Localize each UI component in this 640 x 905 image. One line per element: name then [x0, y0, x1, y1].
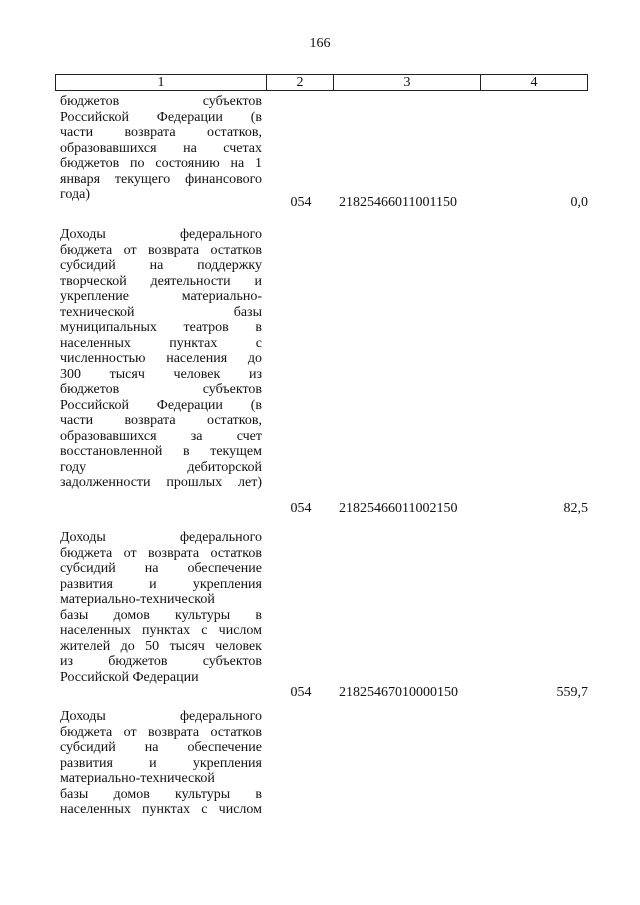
description-line: Доходы федерального	[60, 530, 262, 545]
admin-code: 054	[290, 195, 312, 210]
description-line: муниципальных театров в	[60, 320, 262, 335]
budget-classification-code: 21825466011001150	[339, 195, 457, 210]
amount-value: 0,0	[570, 195, 588, 210]
amount-value: 559,7	[556, 685, 588, 700]
budget-classification-code: 21825466011002150	[339, 501, 458, 516]
description-line: из бюджетов субъектов	[60, 654, 262, 669]
row-description	[60, 94, 262, 203]
row-description	[60, 709, 262, 818]
description-line: развития и укрепления	[60, 576, 262, 592]
description-line: образовавшихся на счетах	[60, 140, 262, 156]
description-line: бюджетов субъектов	[60, 94, 262, 109]
budget-classification-code: 21825467010000150	[339, 685, 458, 700]
description-line: базы домов культуры в	[60, 786, 262, 802]
description-line: технической базы	[60, 304, 262, 320]
description-line: творческой деятельности и	[60, 273, 262, 289]
column-header-2: 2	[267, 75, 334, 90]
admin-code: 054	[290, 685, 312, 700]
description-line: жителей до 50 тысяч человек	[60, 638, 262, 654]
admin-code: 054	[290, 501, 312, 516]
description-line: Российской Федерации	[60, 669, 199, 685]
column-header-1: 1	[56, 75, 267, 90]
row-description	[60, 227, 262, 491]
column-header-3: 3	[334, 75, 481, 90]
description-line: бюджетов субъектов	[60, 382, 262, 397]
description-line: субсидий на обеспечение	[60, 740, 262, 755]
column-header-4: 4	[530, 75, 538, 90]
description-line: населенных пунктах с числом	[60, 802, 262, 817]
description-line: года)	[60, 187, 90, 202]
description-line: материально-технической	[60, 771, 215, 786]
description-line: 300 тысяч человек из	[60, 366, 262, 382]
description-line: Российской Федерации (в	[60, 397, 262, 413]
amount-value: 82,5	[563, 501, 588, 516]
description-line: восстановленной в текущем	[60, 444, 262, 459]
description-line: субсидий на обеспечение	[60, 561, 262, 576]
row-description	[60, 530, 262, 685]
description-line: бюджетов по состоянию на 1	[60, 156, 262, 171]
description-line: численностью населения до	[60, 351, 262, 366]
description-line: образовавшихся за счет	[60, 428, 262, 444]
description-line: января текущего финансового	[60, 171, 262, 187]
table-header-row	[55, 74, 588, 91]
description-line: задолженности прошлых лет)	[60, 475, 262, 490]
page-number: 166	[309, 36, 331, 51]
description-line: субсидий на поддержку	[60, 258, 262, 273]
description-line: бюджета от возврата остатков	[60, 242, 262, 258]
description-line: населенных пунктах с числом	[60, 623, 262, 638]
description-line: части возврата остатков,	[60, 125, 262, 140]
description-line: базы домов культуры в	[60, 607, 262, 623]
description-line: Российской Федерации (в	[60, 109, 262, 125]
description-line: развития и укрепления	[60, 755, 262, 771]
description-line: части возврата остатков,	[60, 413, 262, 428]
description-line: материально-технической	[60, 592, 215, 607]
description-line: бюджета от возврата остатков	[60, 724, 262, 740]
description-line: бюджета от возврата остатков	[60, 545, 262, 561]
description-line: населенных пунктах с	[60, 335, 262, 351]
description-line: Доходы федерального	[60, 227, 262, 242]
description-line: укрепление материально-	[60, 289, 262, 304]
description-line: Доходы федерального	[60, 709, 262, 724]
description-line: году дебиторской	[60, 459, 262, 475]
